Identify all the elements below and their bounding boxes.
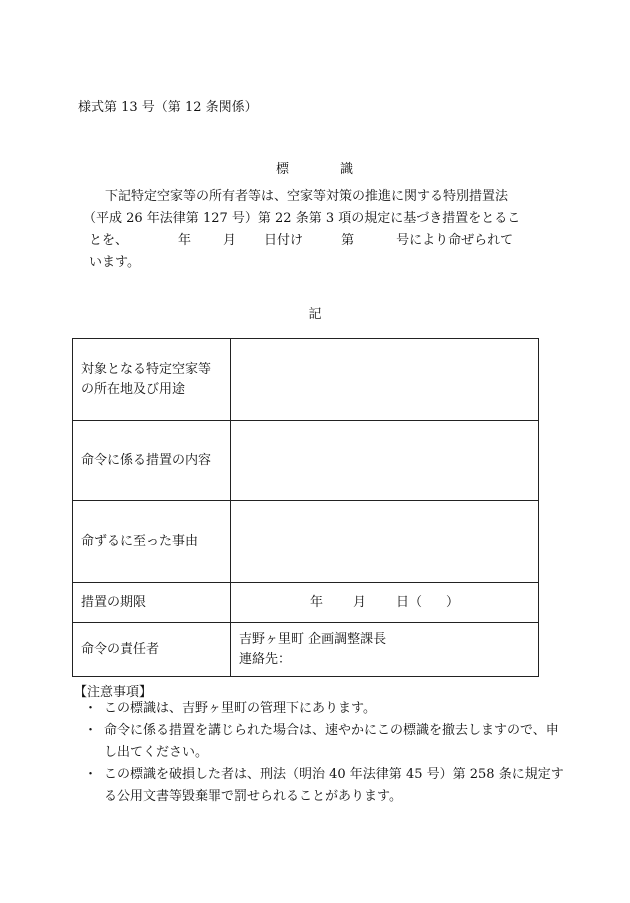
body-line-4: います。 [89, 255, 140, 270]
form-number: 様式第 13 号（第 12 条関係） [78, 100, 258, 115]
table-row [73, 583, 539, 623]
body-line-3-part: とを、 [89, 233, 129, 248]
bullet: ・ [84, 701, 98, 716]
bullet: ・ [84, 767, 98, 782]
table-row [73, 339, 539, 421]
body-line-3-part: 月 [223, 233, 237, 248]
title-char-right: 識 [340, 162, 355, 177]
note-text: この標識は、吉野ヶ里町の管理下にあります。 [104, 701, 376, 716]
responsible-value [231, 623, 539, 677]
body-line-1: 下記特定空家等の所有者等は、空家等対策の推進に関する特別措置法 [105, 189, 509, 204]
row-value [231, 339, 539, 421]
note-text: 命令に係る措置を講じられた場合は、速やかにこの標識を撤去しますので、申し出てください。 [104, 723, 559, 760]
list-item [84, 698, 564, 720]
ki-heading: 記 [308, 307, 322, 322]
list-item [84, 720, 564, 764]
table-row [73, 501, 539, 583]
page-title [0, 158, 630, 177]
deadline-close: ） [446, 594, 460, 610]
row-value [231, 421, 539, 501]
notice-table [72, 338, 539, 677]
row-label: 命令に係る措置の内容 [73, 421, 231, 501]
deadline-value [231, 583, 539, 623]
note-text: この標識を破損した者は、刑法（明治 40 年法律第 45 号）第 258 条に規定する公用文書等毀棄罪で罰せられることがあります。 [104, 767, 564, 804]
table-row [73, 623, 539, 677]
notes-heading: 【注意事項】 [74, 685, 153, 700]
notes-list [84, 698, 564, 808]
bullet: ・ [84, 723, 98, 738]
responsible-contact: 連絡先： [239, 651, 292, 667]
responsible-name: 吉野ヶ里町 企画調整課長 [239, 631, 387, 647]
notice-body [85, 186, 555, 274]
row-label: 対象となる特定空家等の所在地及び用途 [73, 339, 231, 421]
deadline-day: 日（ [396, 594, 423, 610]
body-line-3-part: 号により命ぜられて [396, 233, 514, 248]
deadline-month: 月 [352, 594, 366, 610]
row-label: 措置の期限 [73, 583, 231, 623]
body-line-3 [89, 230, 555, 252]
list-item [84, 764, 564, 808]
title-char-left: 標 [275, 162, 290, 177]
deadline-year: 年 [309, 594, 323, 610]
row-label: 命ずるに至った事由 [73, 501, 231, 583]
row-label: 命令の責任者 [73, 623, 231, 677]
body-line-3-part: 年 [178, 233, 192, 248]
row-value [231, 501, 539, 583]
body-line-3-part: 日付け [264, 233, 304, 248]
body-line-3-part: 第 [341, 233, 355, 248]
table-row [73, 421, 539, 501]
body-line-2: （平成 26 年法律第 127 号）第 22 条第 3 項の規定に基づき措置をとるこ [83, 211, 521, 226]
